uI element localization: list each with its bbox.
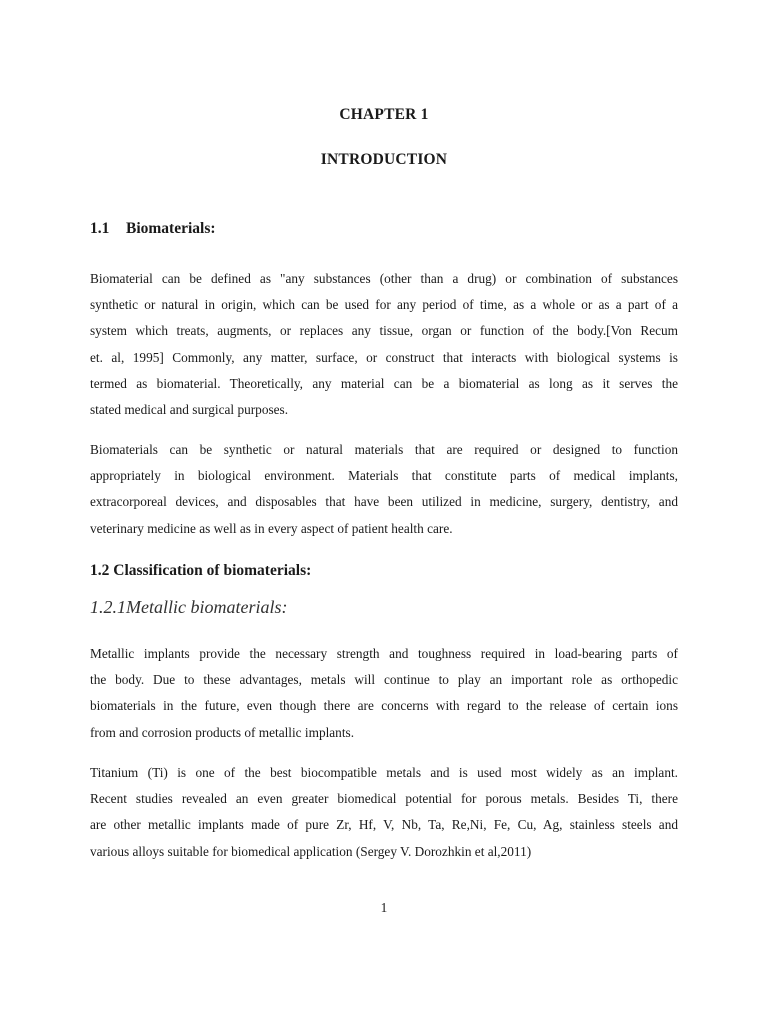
paragraph-line: appropriately in biological environment. Materials that constitute parts of medical implants, — [90, 468, 678, 484]
paragraph-line: Metallic implants provide the necessary strength and toughness required in load-bearing parts of — [90, 646, 678, 661]
paragraph-line: Titanium (Ti) is one of the best biocompatible metals and is used most widely as an implant. — [90, 765, 678, 780]
paragraph-line: Biomaterials can be synthetic or natural materials that are required or designed to function — [90, 442, 678, 457]
section-title: Biomaterials: — [126, 220, 216, 237]
paragraph-line: extracorporeal devices, and disposables that have been utilized in medicine, surgery, dentistry, and — [90, 494, 678, 510]
paragraph-line: stated medical and surgical purposes. — [90, 402, 289, 418]
chapter-title: INTRODUCTION — [320, 151, 448, 168]
paragraph-line: synthetic or natural in origin, which can be used for any period of time, as a whole or as a part of a — [90, 297, 678, 313]
paragraph-line: et. al, 1995] Commonly, any matter, surface, or construct that interacts with biological systems is — [90, 349, 678, 365]
paragraph-biomaterial-types — [90, 437, 678, 542]
chapter-label: CHAPTER 1 — [339, 106, 429, 123]
paragraph-metallic-implants — [90, 641, 678, 746]
paragraph-line: Biomaterial can be defined as "any substances (other than a drug) or combination of substances — [90, 271, 678, 286]
section-heading-1-1 — [90, 220, 216, 238]
paragraph-line: the body. Due to these advantages, metals will continue to play an important role as orthopedic — [90, 672, 678, 688]
paragraph-line: are other metallic implants made of pure Zr, Hf, V, Nb, Ta, Re,Ni, Fe, Cu, Ag, stainless steels and — [90, 817, 678, 833]
paragraph-line: Recent studies revealed an even greater biomedical potential for porous metals. Besides Ti, there — [90, 791, 678, 807]
subsection-heading-1-2-1: 1.2.1Metallic biomaterials: — [90, 597, 288, 617]
paragraph-line: various alloys suitable for biomedical application (Sergey V. Dorozhkin et al,2011) — [90, 843, 532, 859]
paragraph-line: from and corrosion products of metallic implants. — [90, 724, 355, 740]
paragraph-titanium — [90, 760, 678, 865]
paragraph-line: termed as biomaterial. Theoretically, any material can be a biomaterial as long as it serves the — [90, 375, 678, 391]
paragraph-line: veterinary medicine as well as in every aspect of patient health care. — [90, 520, 453, 536]
section-heading-1-2: 1.2 Classification of biomaterials: — [90, 562, 312, 579]
paragraph-biomaterial-definition — [90, 266, 678, 423]
page-number: 1 — [380, 900, 388, 915]
paragraph-line: biomaterials in the future, even though there are concerns with regard to the release of certain ions — [90, 698, 678, 714]
paragraph-line: system which treats, augments, or replaces any tissue, organ or function of the body.[Von Recum — [90, 323, 678, 339]
section-number: 1.1 — [90, 220, 110, 237]
